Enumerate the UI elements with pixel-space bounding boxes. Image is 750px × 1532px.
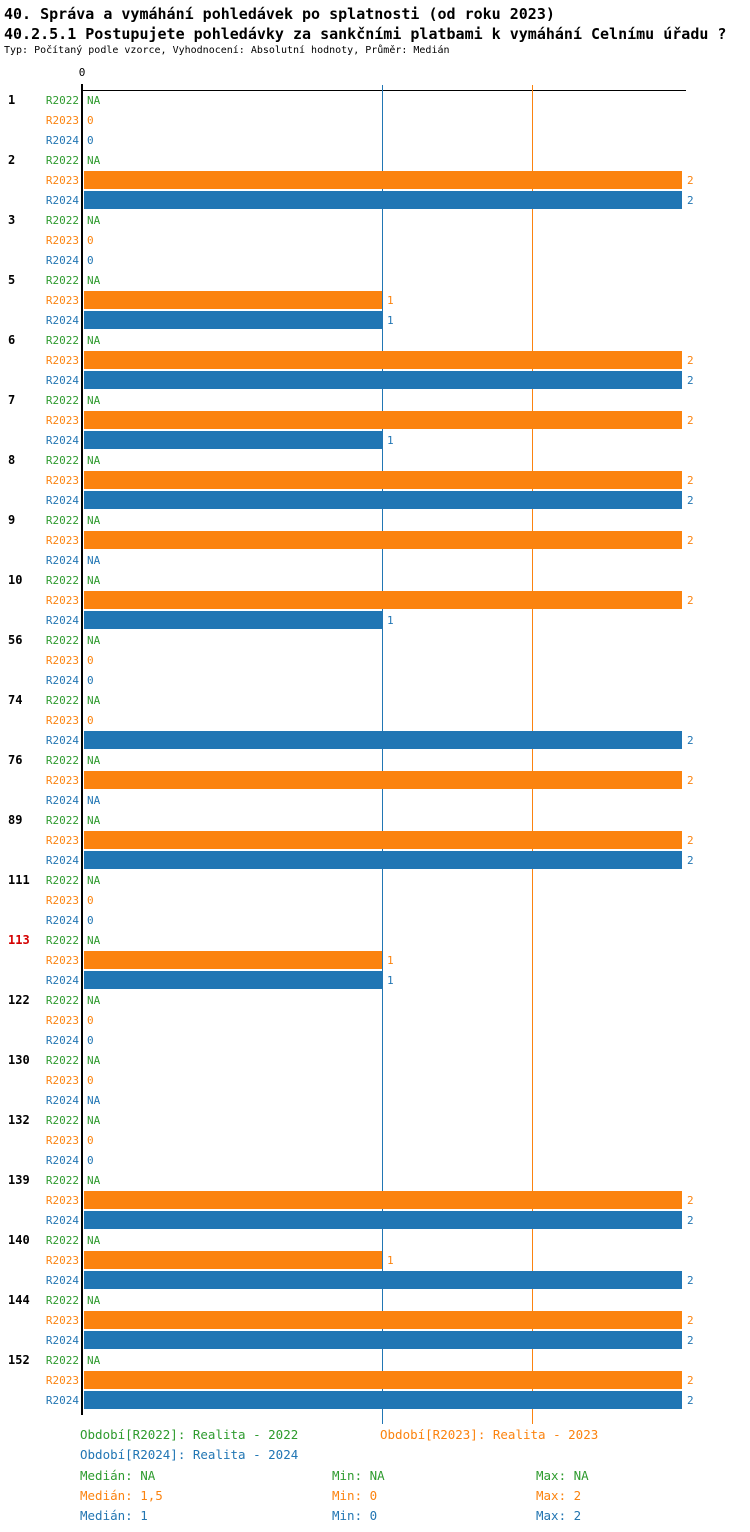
series-label-r2023: R2023: [45, 474, 79, 487]
bar-r2023: [84, 171, 682, 189]
value-label: 0: [87, 254, 94, 267]
value-label: NA: [87, 694, 101, 707]
series-label-r2022: R2022: [45, 214, 79, 227]
respondent-id-label: 122: [8, 993, 30, 1007]
bar-r2023: [84, 1371, 682, 1389]
value-label: 2: [687, 1374, 694, 1387]
series-label-r2023: R2023: [45, 1014, 79, 1027]
bar-r2023: [84, 1251, 382, 1269]
value-label: 1: [387, 954, 394, 967]
value-label: NA: [87, 334, 101, 347]
respondent-id-label: 89: [8, 813, 23, 827]
value-label: 0: [87, 1154, 94, 1167]
series-label-r2022: R2022: [45, 454, 79, 467]
value-label: 2: [687, 854, 694, 867]
series-label-r2023: R2023: [45, 294, 79, 307]
bar-r2023: [84, 291, 382, 309]
x-axis-origin-tick-label: 0: [78, 66, 86, 79]
value-label: 0: [87, 714, 94, 727]
series-label-r2024: R2024: [45, 194, 79, 207]
value-label: 2: [687, 734, 694, 747]
bar-r2024: [84, 611, 382, 629]
series-label-r2022: R2022: [45, 1354, 79, 1367]
series-label-r2023: R2023: [45, 414, 79, 427]
value-label: 2: [687, 594, 694, 607]
x-axis-line: [82, 90, 686, 91]
value-label: 2: [687, 1334, 694, 1347]
series-label-r2024: R2024: [45, 974, 79, 987]
respondent-id-label: 5: [8, 273, 16, 287]
value-label: 0: [87, 234, 94, 247]
stat-max-r2024: Max: 2: [536, 1508, 582, 1523]
series-label-r2022: R2022: [45, 814, 79, 827]
series-label-r2024: R2024: [45, 794, 79, 807]
series-label-r2023: R2023: [45, 834, 79, 847]
bar-r2023: [84, 531, 682, 549]
respondent-id-label: 1: [8, 93, 16, 107]
value-label: NA: [87, 514, 101, 527]
value-label: NA: [87, 154, 101, 167]
series-label-r2024: R2024: [45, 374, 79, 387]
value-label: 0: [87, 654, 94, 667]
bar-r2023: [84, 951, 382, 969]
value-label: 0: [87, 914, 94, 927]
series-label-r2024: R2024: [45, 1154, 79, 1167]
respondent-id-label: 113: [8, 933, 30, 947]
series-label-r2023: R2023: [45, 1314, 79, 1327]
value-label: 1: [387, 294, 394, 307]
respondent-id-label: 132: [8, 1113, 30, 1127]
bar-r2023: [84, 471, 682, 489]
value-label: NA: [87, 1354, 101, 1367]
bar-r2024: [84, 371, 682, 389]
series-label-r2024: R2024: [45, 1034, 79, 1047]
respondent-id-label: 74: [8, 693, 23, 707]
series-label-r2022: R2022: [45, 934, 79, 947]
series-label-r2022: R2022: [45, 634, 79, 647]
value-label: 0: [87, 114, 94, 127]
bar-r2023: [84, 351, 682, 369]
value-label: NA: [87, 1094, 101, 1107]
series-label-r2024: R2024: [45, 1094, 79, 1107]
value-label: 2: [687, 414, 694, 427]
respondent-id-label: 8: [8, 453, 16, 467]
respondent-id-label: 139: [8, 1173, 30, 1187]
stat-max-r2022: Max: NA: [536, 1468, 589, 1483]
value-label: 0: [87, 1134, 94, 1147]
value-label: NA: [87, 274, 101, 287]
value-label: 2: [687, 1214, 694, 1227]
value-label: 2: [687, 374, 694, 387]
series-label-r2022: R2022: [45, 514, 79, 527]
value-label: 2: [687, 494, 694, 507]
value-label: 0: [87, 1014, 94, 1027]
series-label-r2022: R2022: [45, 754, 79, 767]
bar-r2023: [84, 1191, 682, 1209]
value-label: NA: [87, 554, 101, 567]
bar-r2024: [84, 851, 682, 869]
series-label-r2024: R2024: [45, 1394, 79, 1407]
value-label: NA: [87, 94, 101, 107]
series-label-r2022: R2022: [45, 334, 79, 347]
series-label-r2024: R2024: [45, 1274, 79, 1287]
stat-min-r2024: Min: 0: [332, 1508, 378, 1523]
value-label: 0: [87, 1034, 94, 1047]
value-label: NA: [87, 1174, 101, 1187]
series-label-r2023: R2023: [45, 534, 79, 547]
respondent-id-label: 6: [8, 333, 16, 347]
value-label: 1: [387, 434, 394, 447]
series-label-r2024: R2024: [45, 254, 79, 267]
value-label: NA: [87, 574, 101, 587]
value-label: 2: [687, 194, 694, 207]
value-label: 0: [87, 134, 94, 147]
series-label-r2023: R2023: [45, 894, 79, 907]
series-label-r2023: R2023: [45, 174, 79, 187]
value-label: 2: [687, 1314, 694, 1327]
series-label-r2023: R2023: [45, 594, 79, 607]
value-label: 0: [87, 674, 94, 687]
respondent-id-label: 130: [8, 1053, 30, 1067]
stat-min-r2023: Min: 0: [332, 1488, 378, 1503]
legend-period-r2024: Období[R2024]: Realita - 2024: [80, 1447, 299, 1462]
series-label-r2023: R2023: [45, 1074, 79, 1087]
value-label: 1: [387, 314, 394, 327]
series-label-r2024: R2024: [45, 314, 79, 327]
bar-r2024: [84, 191, 682, 209]
value-label: 2: [687, 1194, 694, 1207]
value-label: 2: [687, 774, 694, 787]
value-label: 2: [687, 354, 694, 367]
series-label-r2024: R2024: [45, 494, 79, 507]
stat-min-r2022: Min: NA: [332, 1468, 385, 1483]
series-label-r2022: R2022: [45, 1114, 79, 1127]
bar-r2024: [84, 311, 382, 329]
series-label-r2023: R2023: [45, 1254, 79, 1267]
respondent-id-label: 10: [8, 573, 23, 587]
y-axis-baseline: [81, 84, 83, 1415]
value-label: 2: [687, 834, 694, 847]
value-label: 2: [687, 174, 694, 187]
value-label: NA: [87, 1234, 101, 1247]
series-label-r2024: R2024: [45, 674, 79, 687]
value-label: NA: [87, 214, 101, 227]
series-label-r2022: R2022: [45, 1054, 79, 1067]
value-label: NA: [87, 1294, 101, 1307]
stat-median-r2022: Medián: NA: [80, 1468, 156, 1483]
value-label: 0: [87, 1074, 94, 1087]
respondent-id-label: 140: [8, 1233, 30, 1247]
bar-r2024: [84, 1331, 682, 1349]
value-label: NA: [87, 454, 101, 467]
respondent-id-label: 2: [8, 153, 16, 167]
chart-meta-info: Typ: Počítaný podle vzorce, Vyhodnocení: Absolutní hodnoty, Průměr: Medián: [4, 45, 450, 56]
series-label-r2022: R2022: [45, 1294, 79, 1307]
series-label-r2024: R2024: [45, 1214, 79, 1227]
stat-max-r2023: Max: 2: [536, 1488, 582, 1503]
value-label: 1: [387, 1254, 394, 1267]
respondent-id-label: 76: [8, 753, 23, 767]
series-label-r2024: R2024: [45, 554, 79, 567]
value-label: 2: [687, 534, 694, 547]
value-label: NA: [87, 1114, 101, 1127]
respondent-id-label: 7: [8, 393, 16, 407]
value-label: 2: [687, 1274, 694, 1287]
value-label: NA: [87, 874, 101, 887]
stat-median-r2024: Medián: 1: [80, 1508, 148, 1523]
series-label-r2024: R2024: [45, 614, 79, 627]
respondent-id-label: 9: [8, 513, 16, 527]
series-label-r2023: R2023: [45, 1194, 79, 1207]
value-label: 1: [387, 614, 394, 627]
bar-r2023: [84, 591, 682, 609]
series-label-r2023: R2023: [45, 1374, 79, 1387]
bar-r2023: [84, 1311, 682, 1329]
bar-r2023: [84, 831, 682, 849]
bar-r2023: [84, 771, 682, 789]
series-label-r2023: R2023: [45, 774, 79, 787]
series-label-r2024: R2024: [45, 134, 79, 147]
value-label: NA: [87, 754, 101, 767]
bar-r2024: [84, 731, 682, 749]
series-label-r2022: R2022: [45, 1174, 79, 1187]
bar-r2024: [84, 491, 682, 509]
bar-r2024: [84, 1391, 682, 1409]
series-label-r2023: R2023: [45, 954, 79, 967]
series-label-r2022: R2022: [45, 1234, 79, 1247]
value-label: NA: [87, 814, 101, 827]
bar-r2024: [84, 431, 382, 449]
series-label-r2023: R2023: [45, 234, 79, 247]
series-label-r2024: R2024: [45, 434, 79, 447]
series-label-r2023: R2023: [45, 354, 79, 367]
value-label: NA: [87, 394, 101, 407]
respondent-id-label: 56: [8, 633, 23, 647]
question-subtitle: 40.2.5.1 Postupujete pohledávky za sankčními platbami k vymáhání Celnímu úřadu ?: [4, 25, 727, 43]
series-label-r2022: R2022: [45, 874, 79, 887]
value-label: NA: [87, 934, 101, 947]
series-label-r2023: R2023: [45, 1134, 79, 1147]
series-label-r2023: R2023: [45, 654, 79, 667]
legend-period-r2023: Období[R2023]: Realita - 2023: [380, 1427, 599, 1442]
respondent-id-label: 144: [8, 1293, 30, 1307]
legend-period-r2022: Období[R2022]: Realita - 2022: [80, 1427, 299, 1442]
bar-r2024: [84, 971, 382, 989]
value-label: 1: [387, 974, 394, 987]
bar-r2024: [84, 1271, 682, 1289]
value-label: 2: [687, 1394, 694, 1407]
series-label-r2024: R2024: [45, 854, 79, 867]
bar-r2023: [84, 411, 682, 429]
value-label: NA: [87, 794, 101, 807]
stat-median-r2023: Medián: 1,5: [80, 1488, 163, 1503]
respondent-id-label: 3: [8, 213, 16, 227]
value-label: NA: [87, 994, 101, 1007]
respondent-id-label: 152: [8, 1353, 30, 1367]
value-label: 0: [87, 894, 94, 907]
series-label-r2023: R2023: [45, 714, 79, 727]
value-label: NA: [87, 1054, 101, 1067]
series-label-r2022: R2022: [45, 994, 79, 1007]
series-label-r2022: R2022: [45, 694, 79, 707]
bar-r2024: [84, 1211, 682, 1229]
page-title: 40. Správa a vymáhání pohledávek po splatnosti (od roku 2023): [4, 5, 555, 23]
series-label-r2022: R2022: [45, 154, 79, 167]
series-label-r2024: R2024: [45, 734, 79, 747]
value-label: 2: [687, 474, 694, 487]
series-label-r2024: R2024: [45, 914, 79, 927]
series-label-r2022: R2022: [45, 94, 79, 107]
series-label-r2023: R2023: [45, 114, 79, 127]
series-label-r2024: R2024: [45, 1334, 79, 1347]
series-label-r2022: R2022: [45, 574, 79, 587]
series-label-r2022: R2022: [45, 274, 79, 287]
respondent-id-label: 111: [8, 873, 30, 887]
value-label: NA: [87, 634, 101, 647]
series-label-r2022: R2022: [45, 394, 79, 407]
